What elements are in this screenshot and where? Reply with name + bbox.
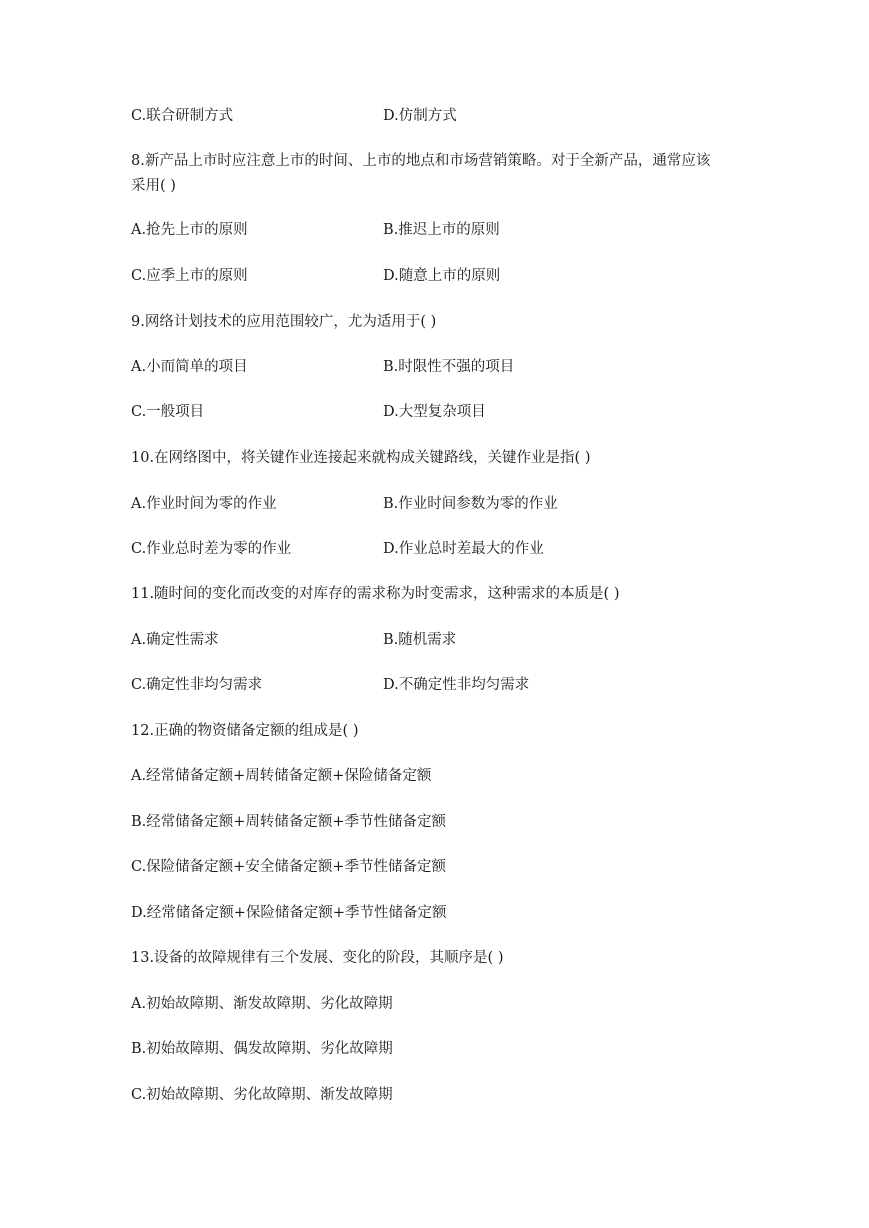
option-right: B.随机需求: [383, 632, 457, 648]
option-left: C.作业总时差为零的作业: [131, 541, 292, 557]
text-line: 采用( ): [131, 178, 176, 194]
option-right: B.推迟上市的原则: [383, 222, 500, 238]
text-line: 11.随时间的变化而改变的对库存的需求称为时变需求，这种需求的本质是( ): [131, 586, 620, 602]
option-left: C.一般项目: [131, 404, 205, 420]
text-line: 9.网络计划技术的应用范围较广，尤为适用于( ): [131, 314, 437, 330]
text-line: C.初始故障期、劣化故障期、渐发故障期: [131, 1087, 393, 1103]
option-right: D.大型复杂项目: [383, 404, 486, 420]
text-line: 13.设备的故障规律有三个发展、变化的阶段，其顺序是( ): [131, 950, 504, 966]
option-right: B.时限性不强的项目: [383, 359, 515, 375]
text-line: A.经常储备定额+周转储备定额+保险储备定额: [131, 768, 432, 784]
text-line: 12.正确的物资储备定额的组成是( ): [131, 723, 359, 739]
text-line: 10.在网络图中，将关键作业连接起来就构成关键路线，关键作业是指( ): [131, 450, 591, 466]
option-left: A.抢先上市的原则: [131, 222, 248, 238]
text-line: A.初始故障期、渐发故障期、劣化故障期: [131, 996, 393, 1012]
text-line: C.保险储备定额+安全储备定额+季节性储备定额: [131, 859, 446, 875]
option-right: D.作业总时差最大的作业: [383, 541, 544, 557]
option-left: C.确定性非均匀需求: [131, 677, 263, 693]
option-right: D.随意上市的原则: [383, 268, 501, 284]
option-right: B.作业时间参数为零的作业: [383, 496, 558, 512]
option-left: A.作业时间为零的作业: [131, 496, 277, 512]
text-line: 8.新产品上市时应注意上市的时间、上市的地点和市场营销策略。对于全新产品，通常应该: [131, 153, 711, 169]
text-line: D.经常储备定额+保险储备定额+季节性储备定额: [131, 905, 447, 921]
option-right: D.不确定性非均匀需求: [383, 677, 530, 693]
text-line: B.初始故障期、偶发故障期、劣化故障期: [131, 1041, 393, 1057]
option-left: C.应季上市的原则: [131, 268, 248, 284]
option-right: D.仿制方式: [383, 108, 457, 124]
option-left: A.小而简单的项目: [131, 359, 248, 375]
text-line: B.经常储备定额+周转储备定额+季节性储备定额: [131, 814, 447, 830]
option-left: C.联合研制方式: [131, 108, 234, 124]
option-left: A.确定性需求: [131, 632, 219, 648]
